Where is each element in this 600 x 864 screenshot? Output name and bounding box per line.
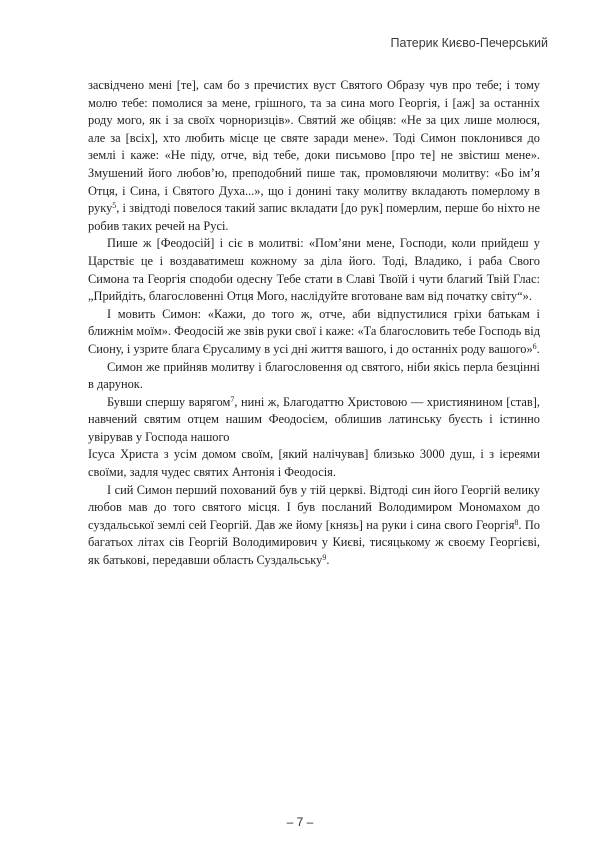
page-number: – 7 – (286, 815, 314, 829)
footnote-marker: 8 (514, 517, 519, 527)
paragraph-1 (88, 77, 540, 235)
text-run: , і звідтоді повелося такий запис вкладати [до рук] померлим, перше бо ніхто не робив таких речей на Русі. (88, 201, 540, 233)
paragraph-2 (88, 235, 540, 305)
text-run: . По багатьох літах сів Георгій Володимирович у Києві, тисяцькому ж своєму Георгієві, як батькові, передавши область Суздальську (88, 517, 540, 568)
text-run: Симон же прийняв молитву і благословення од святого, ніби якісь перла безцінні в дарунок. (88, 359, 540, 392)
text-run: І сий Симон перший похований був у тій церкві. Відтоді син його Георгій велику любов мав до того святого місця. І був посланий Володимиром Мономахом до суздальської землі сей Георгій. Дав же йому [князь] на руки і сина свого Георгія (88, 482, 540, 532)
text-run: І мовить Симон: «Кажи, до того ж, отче, аби відпустилися гріхи батькам і ближнім моїм». Феодосій же звів руки свої і каже: «Та благословить тебе Господь від Сиону, і узрите блага Єрусалиму в усі дні життя вашого, і до останніх роду вашого» (88, 306, 540, 356)
text-run: , нині ж, Благодаттю Христовою — християнином [став], навчений святим отцем нашим Феодосієм, облишив латинську буєсть і істинно увірував у Господа нашого (88, 394, 540, 444)
text-run: засвідчено мені [те], сам бо з пречистих вуст Святого Образу чув про тебе; і тому молю тебе: помолися за мене, грішного, та за сина мого Георгія, і [аж] за останніх роду мого, як і за своїх чорноризців». Святий же обіцяв: «Не за цих лише молюся, але за [всіх], хто любить місце це святе заради мене». Тоді Симон поклонився до землі і каже: «Не піду, отче, від тебе, доки письмово [про те] не звістиш мене». Змушений його любов’ю, преподобний пише так, промовляючи молитву: «Бо ім’я Отця, і Сина, і Святого Духа...», що і донині таку молитву вкладають померлому в руку (88, 78, 540, 216)
paragraph-7 (88, 482, 540, 570)
footnote-marker: 9 (322, 553, 327, 563)
text-run: Пише ж [Феодосій] і сіє в молитві: «Пом’яни мене, Господи, коли прийдеш у Царствіє це і воздаватимеш кожному за ділa його. Тоді, Владико, і раба Свого Симона та Георгія сподоби одесну Тебе стати в Славі Твоїй і чути благий Твій Глас: „Прийдіть, благословенні Отця Мого, наслідуйте вготоване вам від початку світу“». (88, 236, 540, 304)
running-head-title: Патерик Києво-Печерський (390, 36, 548, 50)
text-run: . (326, 553, 330, 568)
footnote-marker: 7 (230, 394, 235, 404)
paragraph-3 (88, 306, 540, 359)
paragraph-5 (88, 394, 540, 447)
text-run: . (536, 341, 540, 356)
paragraph-6 (88, 446, 540, 481)
footnote-marker: 5 (112, 201, 117, 211)
text-run: Бувши спершу варягом (107, 394, 231, 409)
paragraph-4 (88, 359, 540, 394)
footnote-marker: 6 (532, 341, 537, 351)
text-run: Ісуса Христа з усім домом своїм, [який налічував] близько 3000 душ, і з ієреями своїми, задля чудес святих Антонія і Феодосія. (88, 447, 540, 480)
body-text (88, 77, 540, 570)
